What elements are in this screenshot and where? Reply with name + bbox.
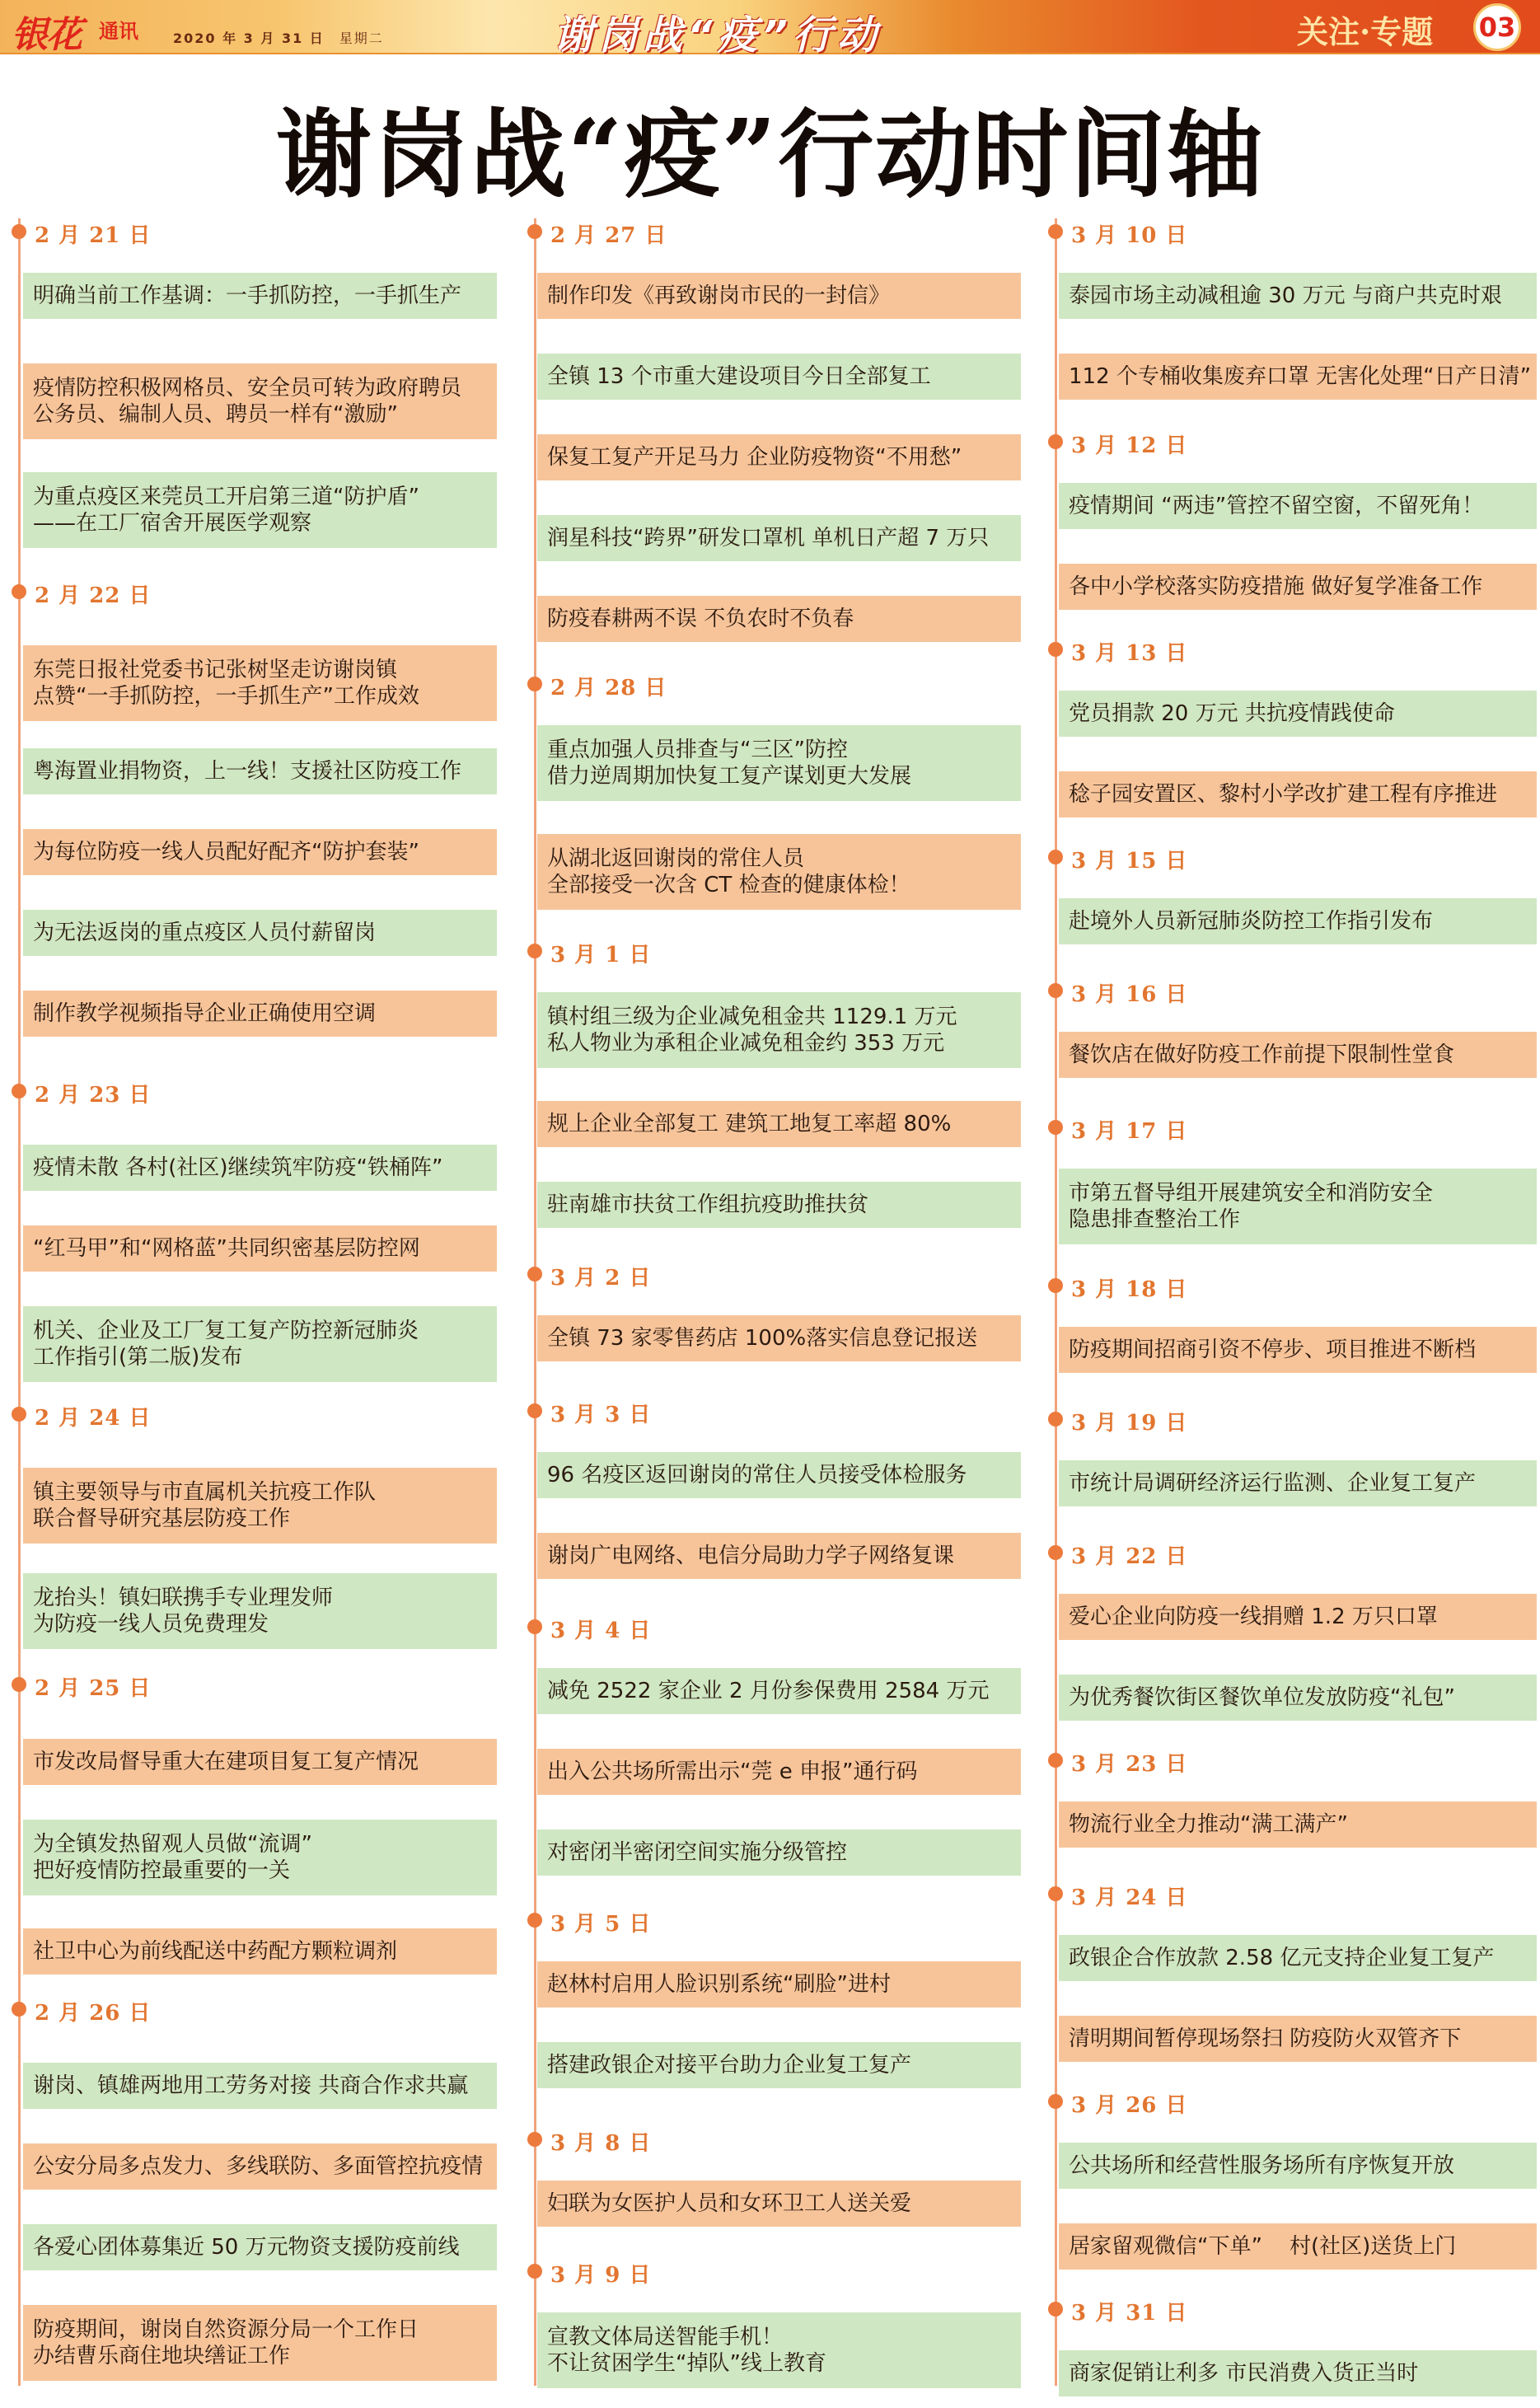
timeline-line xyxy=(1055,218,1057,2386)
timeline-item: 96 名疫区返回谢岗的常住人员接受体检服务 xyxy=(537,1452,1021,1498)
timeline-date: 3 月 3 日 xyxy=(550,1403,652,1427)
page-title: 谢岗战“疫”行动时间轴 xyxy=(275,99,1265,211)
timeline-item: 从湖北返回谢岗的常住人员 全部接受一次含 CT 检查的健康体检！ xyxy=(537,834,1021,910)
timeline-dot xyxy=(1048,434,1063,449)
timeline-date: 3 月 12 日 xyxy=(1071,433,1188,458)
timeline-date: 3 月 1 日 xyxy=(550,943,652,967)
timeline-date: 3 月 19 日 xyxy=(1071,1411,1188,1436)
timeline-dot xyxy=(527,1267,542,1281)
timeline-item: 谢岗广电网络、电信分局助力学子网络复课 xyxy=(537,1533,1021,1579)
timeline-item: 全镇 73 家零售药店 100%落实信息登记报送 xyxy=(537,1315,1021,1361)
timeline-dot xyxy=(527,1913,542,1928)
timeline-dot xyxy=(12,584,26,599)
timeline-date: 2 月 25 日 xyxy=(35,1676,152,1701)
timeline-dot xyxy=(527,224,542,239)
timeline-item: 疫情未散 各村(社区)继续筑牢防疫“铁桶阵” xyxy=(23,1145,497,1191)
timeline-item: 居家留观微信“下单” 村(社区)送货上门 xyxy=(1059,2223,1537,2270)
timeline-item: 东莞日报社党委书记张树坚走访谢岗镇 点赞“一手抓防控，一手抓生产”工作成效 xyxy=(23,645,497,721)
timeline-item: 镇村组三级为企业减免租金共 1129.1 万元 私人物业为承租企业减免租金约 353 万元 xyxy=(537,992,1021,1068)
timeline-item: 物流行业全力推动“满工满产” xyxy=(1059,1801,1537,1848)
timeline-dot xyxy=(1048,850,1063,864)
brand-sub: 通讯 xyxy=(99,20,138,43)
issue-date: 2020 年 3 月 31 日 xyxy=(173,30,325,46)
timeline-item: 龙抬头！镇妇联携手专业理发师 为防疫一线人员免费理发 xyxy=(23,1573,497,1649)
timeline-date: 3 月 5 日 xyxy=(550,1912,652,1937)
timeline-item: 赵林村启用人脸识别系统“刷脸”进村 xyxy=(537,1961,1021,2007)
timeline-date: 2 月 23 日 xyxy=(35,1083,152,1108)
timeline-item: 重点加强人员排查与“三区”防控 借力逆周期加快复工复产谋划更大发展 xyxy=(537,725,1021,801)
timeline-date: 2 月 27 日 xyxy=(550,223,667,248)
timeline-item: 镇主要领导与市直属机关抗疫工作队 联合督导研究基层防疫工作 xyxy=(23,1468,497,1544)
timeline-item: 党员捐款 20 万元 共抗疫情践使命 xyxy=(1059,691,1537,737)
timeline-dot xyxy=(12,1677,26,1692)
timeline-dot xyxy=(1048,224,1063,239)
timeline-dot xyxy=(527,1403,542,1418)
issue-info xyxy=(173,28,384,47)
timeline-item: 机关、企业及工厂复工复产防控新冠肺炎 工作指引(第二版)发布 xyxy=(23,1306,497,1382)
timeline-dot xyxy=(1048,1886,1063,1901)
timeline-dot xyxy=(527,944,542,958)
timeline-line xyxy=(18,218,21,2386)
timeline-item: 泰园市场主动减租逾 30 万元 与商户共克时艰 xyxy=(1059,273,1537,319)
timeline-item: 为重点疫区来莞员工开启第三道“防护盾” ——在工厂宿舍开展医学观察 xyxy=(23,472,497,548)
timeline-dot xyxy=(1048,1753,1063,1768)
timeline-item: 112 个专桶收集废弃口罩 无害化处理“日产日清” xyxy=(1059,354,1537,400)
timeline-dot xyxy=(527,2132,542,2147)
timeline-item: 清明期间暂停现场祭扫 防疫防火双管齐下 xyxy=(1059,2016,1537,2062)
timeline-date: 3 月 4 日 xyxy=(550,1619,652,1643)
timeline-item: “红马甲”和“网格蓝”共同织密基层防控网 xyxy=(23,1225,497,1272)
timeline-dot xyxy=(1048,1412,1063,1427)
timeline-item: 妇联为女医护人员和女环卫工人送关爱 xyxy=(537,2181,1021,2227)
timeline-item: 搭建政银企对接平台助力企业复工复产 xyxy=(537,2042,1021,2088)
timeline-date: 3 月 2 日 xyxy=(550,1266,652,1291)
timeline-item: 防疫春耕两不误 不负农时不负春 xyxy=(537,596,1021,642)
timeline-item: 赴境外人员新冠肺炎防控工作指引发布 xyxy=(1059,898,1537,944)
timeline-dot xyxy=(12,2002,26,2017)
timeline-date: 3 月 31 日 xyxy=(1071,2301,1188,2326)
timeline-line xyxy=(534,218,536,2386)
timeline-item: 对密闭半密闭空间实施分级管控 xyxy=(537,1829,1021,1876)
timeline-dot xyxy=(1048,2302,1063,2317)
timeline-date: 2 月 24 日 xyxy=(35,1406,152,1431)
issue-weekday: 星期二 xyxy=(339,30,384,46)
timeline-dot xyxy=(1048,642,1063,657)
timeline-item: 为优秀餐饮街区餐饮单位发放防疫“礼包” xyxy=(1059,1675,1537,1721)
timeline-date: 3 月 24 日 xyxy=(1071,1886,1188,1910)
timeline-item: 粤海置业捐物资，上一线！支援社区防疫工作 xyxy=(23,748,497,794)
timeline-item: 市统计局调研经济运行监测、企业复工复产 xyxy=(1059,1460,1537,1506)
timeline-item: 为全镇发热留观人员做“流调” 把好疫情防控最重要的一关 xyxy=(23,1820,497,1895)
timeline-date: 3 月 16 日 xyxy=(1071,982,1188,1007)
timeline-item: 公安分局多点发力、多线联防、多面管控抗疫情 xyxy=(23,2143,497,2190)
timeline-item: 驻南雄市扶贫工作组抗疫助推扶贫 xyxy=(537,1182,1021,1228)
timeline-item: 制作印发《再致谢岗市民的一封信》 xyxy=(537,273,1021,319)
timeline-dot xyxy=(1048,1120,1063,1135)
timeline-item: 减免 2522 家企业 2 月份参保费用 2584 万元 xyxy=(537,1668,1021,1714)
timeline-date: 3 月 10 日 xyxy=(1071,223,1188,248)
section-label: 关注·专题 xyxy=(1297,13,1434,50)
timeline-dot xyxy=(1048,1545,1063,1560)
timeline-dot xyxy=(12,1407,26,1422)
timeline-item: 为每位防疫一线人员配好配齐“防护套装” xyxy=(23,829,497,875)
timeline-item: 各爱心团体募集近 50 万元物资支援防疫前线 xyxy=(23,2224,497,2270)
timeline-item: 保复工复产开足马力 企业防疫物资“不用愁” xyxy=(537,434,1021,480)
timeline-date: 3 月 15 日 xyxy=(1071,849,1188,874)
timeline-item: 全镇 13 个市重大建设项目今日全部复工 xyxy=(537,354,1021,400)
timeline-item: 防疫期间，谢岗自然资源分局一个工作日 办结曹乐商住地块缮证工作 xyxy=(23,2305,497,2381)
timeline-date: 3 月 8 日 xyxy=(550,2131,652,2156)
timeline-date: 2 月 22 日 xyxy=(35,583,152,608)
timeline-dot xyxy=(1048,983,1063,998)
timeline-item: 疫情期间 “两违”管控不留空窗，不留死角！ xyxy=(1059,483,1537,529)
timeline-date: 3 月 9 日 xyxy=(550,2263,652,2288)
timeline-date: 3 月 13 日 xyxy=(1071,641,1188,666)
timeline-item: 疫情防控积极网格员、安全员可转为政府聘员 公务员、编制人员、聘员一样有“激励” xyxy=(23,363,497,439)
timeline-date: 3 月 23 日 xyxy=(1071,1752,1188,1777)
timeline-dot xyxy=(12,224,26,239)
timeline-dot xyxy=(12,1084,26,1099)
timeline-item: 防疫期间招商引资不停步、项目推进不断档 xyxy=(1059,1327,1537,1373)
timeline-date: 2 月 26 日 xyxy=(35,2001,152,2026)
timeline-date: 3 月 17 日 xyxy=(1071,1119,1188,1144)
timeline-item: 为无法返岗的重点疫区人员付薪留岗 xyxy=(23,910,497,956)
timeline-item: 宣教文体局送智能手机！ 不让贫困学生“掉队”线上教育 xyxy=(537,2312,1021,2388)
timeline-dot xyxy=(527,2264,542,2279)
timeline-dot xyxy=(527,677,542,691)
timeline-item: 爱心企业向防疫一线捐赠 1.2 万只口罩 xyxy=(1059,1594,1537,1640)
timeline-date: 3 月 18 日 xyxy=(1071,1277,1188,1302)
timeline-item: 市发改局督导重大在建项目复工复产情况 xyxy=(23,1739,497,1785)
brand-logo: 银花 xyxy=(12,14,81,56)
page-number-badge: 03 xyxy=(1473,3,1521,51)
timeline-item: 谢岗、镇雄两地用工劳务对接 共商合作求共赢 xyxy=(23,2063,497,2109)
timeline-item: 商家促销让利多 市民消费入货正当时 xyxy=(1059,2350,1537,2396)
timeline-dot xyxy=(527,1619,542,1634)
timeline-date: 3 月 22 日 xyxy=(1071,1544,1188,1569)
timeline-item: 制作教学视频指导企业正确使用空调 xyxy=(23,991,497,1037)
timeline-item: 出入公共场所需出示“莞 e 申报”通行码 xyxy=(537,1749,1021,1795)
timeline-item: 社卫中心为前线配送中药配方颗粒调剂 xyxy=(23,1928,497,1975)
timeline-item: 稔子园安置区、黎村小学改扩建工程有序推进 xyxy=(1059,771,1537,818)
timeline-item: 规上企业全部复工 建筑工地复工率超 80% xyxy=(537,1101,1021,1147)
timeline-item: 政银企合作放款 2.58 亿元支持企业复工复产 xyxy=(1059,1935,1537,1981)
timeline-item: 明确当前工作基调：一手抓防控，一手抓生产 xyxy=(23,273,497,319)
timeline-item: 市第五督导组开展建筑安全和消防安全 隐患排查整治工作 xyxy=(1059,1169,1537,1244)
timeline-date: 2 月 28 日 xyxy=(550,676,667,700)
timeline-dot xyxy=(1048,2094,1063,2109)
header-banner xyxy=(0,0,1540,59)
column-title: 谢岗战“疫”行动 xyxy=(554,12,882,59)
timeline-date: 3 月 26 日 xyxy=(1071,2093,1188,2118)
timeline-dot xyxy=(1048,1278,1063,1293)
timeline-item: 润星科技“跨界”研发口罩机 单机日产超 7 万只 xyxy=(537,515,1021,561)
timeline-item: 公共场所和经营性服务场所有序恢复开放 xyxy=(1059,2143,1537,2189)
timeline-item: 各中小学校落实防疫措施 做好复学准备工作 xyxy=(1059,564,1537,610)
timeline-item: 餐饮店在做好防疫工作前提下限制性堂食 xyxy=(1059,1032,1537,1078)
timeline-date: 2 月 21 日 xyxy=(35,223,152,248)
